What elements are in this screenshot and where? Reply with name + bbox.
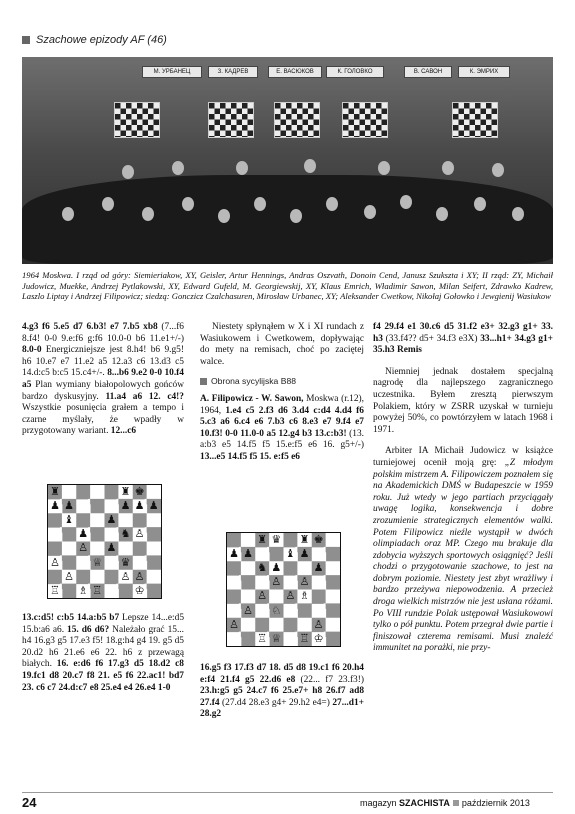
- page-number: 24: [22, 795, 37, 810]
- chess-piece: ♕: [92, 555, 103, 569]
- person-face: [364, 205, 376, 219]
- person-face: [122, 165, 134, 179]
- column-3: [373, 322, 553, 655]
- person-face: [474, 197, 486, 211]
- column-1-continued: [22, 613, 184, 694]
- chess-piece: ♗: [78, 583, 89, 597]
- paragraph: [22, 322, 184, 438]
- moves-text: 11.a4 a6 12. c4!?: [105, 391, 184, 402]
- commentary-text: Lepsze 14...e:d5 15.b:a6 a6.: [22, 613, 185, 635]
- chess-piece: ♔: [313, 631, 324, 645]
- chess-piece: ♔: [134, 583, 145, 597]
- opening-name: Obrona sycylijska B88: [211, 376, 297, 387]
- chess-piece: ♛: [271, 533, 282, 546]
- chess-piece: ♟: [271, 561, 282, 575]
- chess-piece: ♙: [257, 589, 268, 603]
- person-face: [290, 209, 302, 223]
- paragraph-text: Arbiter IA Michaił Judowicz w książce turniejowej ocenił moją grę:: [373, 446, 553, 468]
- chess-piece: ♖: [50, 583, 60, 597]
- name-plate: К. ГОЛОВКО: [326, 66, 384, 78]
- opening-section-label: [200, 376, 364, 388]
- moves-text: f4 29.f4 e1 30.c6 d5 31.f2 e3+ 32.g3 g1+ 33. h3: [373, 322, 553, 344]
- chess-piece: ♛: [120, 555, 131, 569]
- section-square-icon: [200, 378, 207, 385]
- moves-text: 16.g5 f3 17.f3 d7 18. d5 d8 19.c1 f6 20.h4 e:f4 21.f4 g5 22.d6 e8: [200, 663, 364, 685]
- wall-board: [208, 102, 254, 138]
- chess-piece: ♟: [106, 513, 117, 527]
- name-plate: В. САВОН: [404, 66, 452, 78]
- paragraph: [22, 613, 184, 694]
- wall-board: [342, 102, 388, 138]
- chess-piece: ♕: [271, 631, 282, 645]
- moves-text: 13.c:d5! c:b5 14.a:b5 b7: [22, 613, 120, 623]
- magazine-name: SZACHISTA: [399, 798, 450, 808]
- column-2-continued: [200, 663, 364, 721]
- commentary-text: (33.f4?? d5+ 34.f3 e3X): [382, 333, 481, 344]
- chess-piece: ♙: [299, 575, 310, 589]
- moves-text: 1.e4 c5 2.f3 d6 3.d4 c:d4 4.d4 f6 5.c3 a6 6.c4 e6 7.b3 c6 8.e3 e7 9.f4 e7 10.f3! 0-0 11.0-0 a5 12.g4 b3 13.c:b3!: [200, 405, 364, 439]
- moves-text: 8...b6 9.e2 0-0 10.f4 a5: [22, 368, 184, 390]
- moves-text: 8.0-0: [22, 345, 42, 356]
- chess-piece: ♟: [243, 547, 254, 561]
- chess-piece: ♘: [271, 603, 282, 617]
- photo-caption: 1964 Moskwa. I rząd od góry: Siemieriakow, XY, Geisler, Artur Hennings, Andras Oszvath, Donoin Cend, Janusz Szukszta i XY; II rząd: ZY, Michaił Judowicz, Muekke, Andrzej Pytlakowski, XY, Edward Gufeld, M. Georgiewskij, XY, Klaus Emrich, Władimir Sawon, Milan Seifert, Zdrawko Kadrew, Laszlo Liptay i Andrzej Filipowicz; siedzą: Gonczicz Czalchasuren, Mirosław Urbanec, XY; Aleksander Cwetkow, Nikołaj Gołowko i Jewgienij Wasiukow: [22, 270, 553, 301]
- person-face: [218, 209, 230, 223]
- chess-piece: ♙: [134, 527, 145, 541]
- chess-piece: ♙: [120, 569, 131, 583]
- chess-piece: ♟: [313, 561, 324, 575]
- chess-piece: ♟: [120, 499, 131, 513]
- chess-diagram-2: [226, 532, 341, 647]
- chess-piece: ♙: [243, 603, 254, 617]
- people-silhouettes: [22, 175, 553, 264]
- person-face: [182, 197, 194, 211]
- person-face: [102, 197, 114, 211]
- paragraph: [373, 446, 553, 655]
- chess-piece: ♟: [148, 499, 159, 513]
- person-face: [436, 207, 448, 221]
- person-face: [512, 207, 524, 221]
- chess-piece: ♙: [285, 589, 296, 603]
- game-players: A. Filipowicz - W. Sawon,: [200, 393, 304, 404]
- wall-board: [452, 102, 498, 138]
- person-face: [172, 161, 184, 175]
- chess-piece: ♙: [134, 569, 145, 583]
- moves-text: 27...d1+ 28.g2: [200, 697, 364, 720]
- moves-text: 16. e:d6 f6 17.g3 d5 18.d2 c8 19.fc1 d8 20.c7 f8 21. e5 f6 22.ac1! bd7 23. c6 c7 24.d:c7 e8 25.e4 e4 26.e4 1-0: [22, 659, 184, 693]
- column-2: [200, 322, 364, 464]
- chess-piece: ♖: [92, 583, 103, 597]
- chess-piece: ♟: [64, 499, 75, 513]
- chess-piece: ♖: [299, 631, 310, 645]
- header-square-icon: [22, 36, 30, 44]
- chess-piece: ♜: [50, 485, 60, 498]
- person-face: [492, 163, 504, 177]
- moves-text: 4.g3 f6 5.e5 d7 6.b3! e7 7.b5 xb8: [22, 322, 158, 332]
- person-face: [400, 195, 412, 209]
- moves-text: 33...h1+ 34.g3 g1+ 35.h3 Remis: [373, 333, 553, 356]
- commentary-text: Wszystkie posunięcia grałem a tempo i czarne myślały, że wpadły w przygotowany wariant.: [22, 403, 184, 437]
- chess-piece: ♞: [120, 527, 131, 541]
- chess-piece: ♙: [271, 575, 282, 589]
- issue-date: październik 2013: [461, 798, 530, 808]
- moves-text: 23.h:g5 g5 24.c7 f6 25.e7+ h8 26.f7 ad8 27.f4: [200, 686, 364, 708]
- person-face: [442, 161, 454, 175]
- chess-piece: ♟: [134, 499, 145, 513]
- team-photo: [22, 57, 553, 264]
- magazine-word: magazyn: [360, 798, 397, 808]
- chess-piece: ♟: [106, 541, 117, 555]
- person-face: [142, 207, 154, 221]
- chess-piece: ♙: [78, 541, 89, 555]
- commentary-text: Należało grać 15... h4 16.g3 g5 17.e3 f5! 18.g:h4 g4 19. g5 d5 20.d2 h6 21.e6 e6 22. h6 z przewagą białych.: [22, 624, 184, 670]
- paragraph: [200, 394, 364, 464]
- moves-text: 15. d6 d6?: [67, 624, 110, 635]
- commentary-text: Plan wymiany białopolowych gońców bardzo dyskusyjny.: [22, 379, 184, 402]
- chess-piece: ♟: [78, 527, 89, 541]
- chess-piece: ♞: [257, 561, 268, 575]
- commentary-text: (7...f6 8.f4! 0-0 9.e:f6 g:f6 10.0-0 b6 11.e1+/-): [22, 322, 184, 344]
- wall-board: [114, 102, 160, 138]
- section-header: [22, 34, 167, 46]
- moves-text: 12...c6: [110, 426, 137, 437]
- chess-piece: ♙: [64, 569, 75, 583]
- chess-diagram-1: [47, 484, 162, 599]
- chess-piece: ♚: [313, 533, 324, 546]
- wall-board: [274, 102, 320, 138]
- paragraph: Niestety spłynąłem w X i XI rundach z Wasiukowem i Cwetkowem, dopływając do mety na remisach, choć po zaciętej walce.: [200, 322, 364, 367]
- chess-piece: ♝: [64, 513, 75, 527]
- chess-piece: ♝: [285, 547, 296, 561]
- commentary-text: Energiczniejsze jest 8.h4! b6 9.g5! h6 10.e7 e7 11.e2 a5 12.a3 c6 13.d3 c5 14.d:c5 b:c5 15.c4+/-.: [22, 345, 184, 379]
- chess-piece: ♜: [257, 533, 268, 546]
- chess-piece: ♚: [134, 485, 145, 498]
- person-face: [236, 161, 248, 175]
- magazine-footer: [360, 798, 530, 808]
- chess-piece: ♟: [50, 499, 60, 513]
- commentary-text: (27.d4 28.e3 g4+ 29.h2 e4=): [219, 697, 333, 708]
- chess-piece: ♟: [229, 547, 239, 561]
- chess-piece: ♙: [229, 617, 239, 631]
- name-plate: Е. ВАСЮКОВ: [268, 66, 322, 78]
- name-plate: З. КАДРЕВ: [208, 66, 258, 78]
- person-face: [254, 197, 266, 211]
- commentary-text: (22... f7 23.f3!): [295, 674, 364, 685]
- name-plate: М. УРБАНЕЦ: [142, 66, 202, 78]
- chess-piece: ♟: [299, 547, 310, 561]
- paragraph: Niemniej jednak dostałem specjalną nagrodę dla najlepszego zagranicznego uczestnika. Byłem zresztą pierwszym Polakiem, który w ZSRR uzyskał w turnieju powyżej 50%, co powtórzyłem w latach 1968 i 1971.: [373, 366, 553, 435]
- chess-piece: ♙: [313, 617, 324, 631]
- column-1: [22, 322, 184, 438]
- person-face: [304, 159, 316, 173]
- moves-text: 13...e5 14.f5 f5 15. e:f5 e6: [200, 451, 300, 462]
- game-info: Moskwa (r.12), 1964,: [200, 393, 365, 416]
- name-plate: К. ЭМРИХ: [458, 66, 510, 78]
- quote-text: „Z młodym polskim mistrzem A. Filipowiczem poznałem się na Akademickich DMŚ w Budapeszcie w 1959 roku. Już wtedy w jego partiach przyciągały uwagę logika, konsekwencja i dobre zrozumienie strategicznych elementów walki. Potem Filipowicz nieźle wystąpił w dwóch olimpiadach oraz MP. Czego mu brakuje dla zdobycia wyższych sportowych osiągnięć? Jeśli chodzi o przygotowanie szachowe, to jest na dobrym poziomie. Niestety jest zbyt wrażliwy i bardzo przeżywa niepowodzenia. A przecież droga wielkich mistrzów nie jest usłana różami. Po VIII rundzie Polak ustępował Wasiukowowi tylko o pół punktu. Potem przegrał dwie partie i finiszował czterema remisami. Musi znaleźć immunitet na porażki, nie przy-: [373, 457, 553, 654]
- chess-piece: ♙: [50, 555, 60, 569]
- paragraph: [200, 663, 364, 721]
- chess-piece: ♜: [120, 485, 131, 498]
- person-face: [378, 161, 390, 175]
- chess-piece: ♖: [257, 631, 268, 645]
- chess-piece: ♜: [299, 533, 310, 546]
- footer-square-icon: [453, 800, 459, 806]
- person-face: [326, 197, 338, 211]
- header-title: Szachowe epizody AF (46): [36, 34, 167, 46]
- person-face: [62, 207, 74, 221]
- paragraph: [373, 322, 553, 357]
- chess-piece: ♗: [299, 589, 310, 603]
- commentary-text: (13. a:b3 e5 14.f5 f5 15.e:f5 e6 16. g5+/-): [200, 428, 364, 451]
